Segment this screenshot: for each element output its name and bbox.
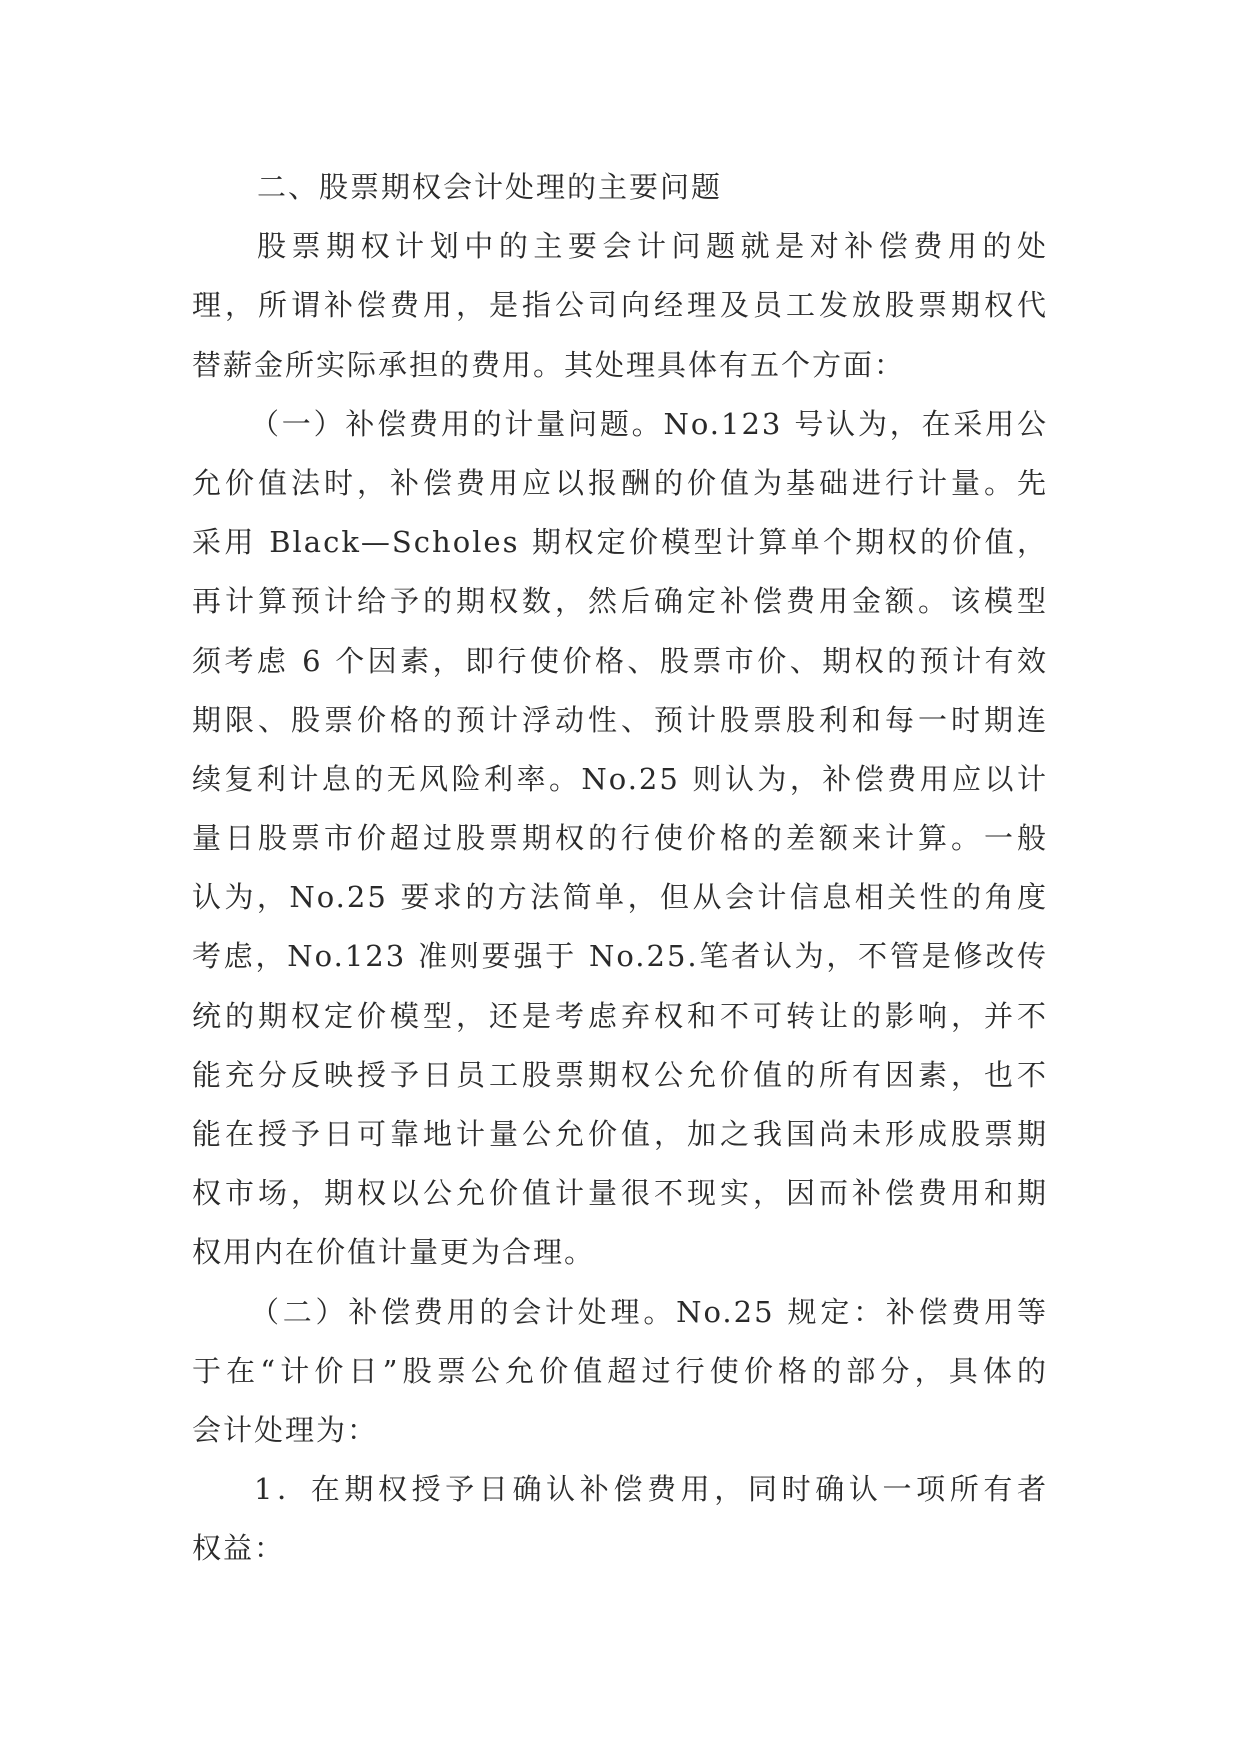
paragraph-line: 会计处理为：: [192, 1412, 379, 1447]
paragraph-line: 权市场，期权以公允价值计量很不现实，因而补偿费用和期: [192, 1176, 1048, 1211]
paragraph-line: 理，所谓补偿费用，是指公司向经理及员工发放股票期权代: [192, 288, 1048, 323]
paragraph-line: 能在授予日可靠地计量公允价值，加之我国尚未形成股票期: [192, 1117, 1048, 1151]
paragraph-line: （一）补偿费用的计量问题。No.123 号认为，在采用公: [250, 406, 1048, 441]
paragraph-line: 1．在期权授予日确认补偿费用，同时确认一项所有者: [254, 1472, 1048, 1507]
paragraph-line: 股票期权计划中的主要会计问题就是对补偿费用的处: [257, 229, 1048, 264]
paragraph-line: 考虑，No.123 准则要强于 No.25.笔者认为，不管是修改传: [192, 939, 1048, 974]
paragraph-line: 须考虑 6 个因素，即行使价格、股票市价、期权的预计有效: [192, 643, 1048, 678]
document-body: [192, 158, 1048, 1579]
paragraph-line: 统的期权定价模型，还是考虑弃权和不可转让的影响，并不: [192, 998, 1048, 1033]
paragraph-line: 允价值法时，补偿费用应以报酬的价值为基础进行计量。先: [192, 465, 1048, 500]
paragraph-line: 权用内在价值计量更为合理。: [192, 1235, 596, 1270]
paragraph-line: 能充分反映授予日员工股票期权公允价值的所有因素，也不: [192, 1057, 1048, 1092]
paragraph-line: 认为，No.25 要求的方法简单，但从会计信息相关性的角度: [192, 880, 1048, 915]
paragraph-line: 采用 Black—Scholes 期权定价模型计算单个期权的价值，: [192, 525, 1048, 560]
paragraph-line: 替薪金所实际承担的费用。其处理具体有五个方面：: [192, 347, 906, 382]
paragraph-line: 再计算预计给予的期权数，然后确定补偿费用金额。该模型: [192, 584, 1048, 619]
paragraph-line: 于在“计价日”股票公允价值超过行使价格的部分，具体的: [192, 1353, 1048, 1388]
paragraph-line: 期限、股票价格的预计浮动性、预计股票股利和每一时期连: [192, 702, 1048, 737]
paragraph-line: 量日股票市价超过股票期权的行使价格的差额来计算。一般: [192, 821, 1048, 856]
paragraph-line: 权益：: [192, 1531, 286, 1566]
section-heading: 二、股票期权会计处理的主要问题: [257, 170, 723, 204]
paragraph-line: 续复利计息的无风险利率。No.25 则认为，补偿费用应以计: [192, 761, 1048, 796]
paragraph-line: （二）补偿费用的会计处理。No.25 规定：补偿费用等: [250, 1294, 1048, 1329]
